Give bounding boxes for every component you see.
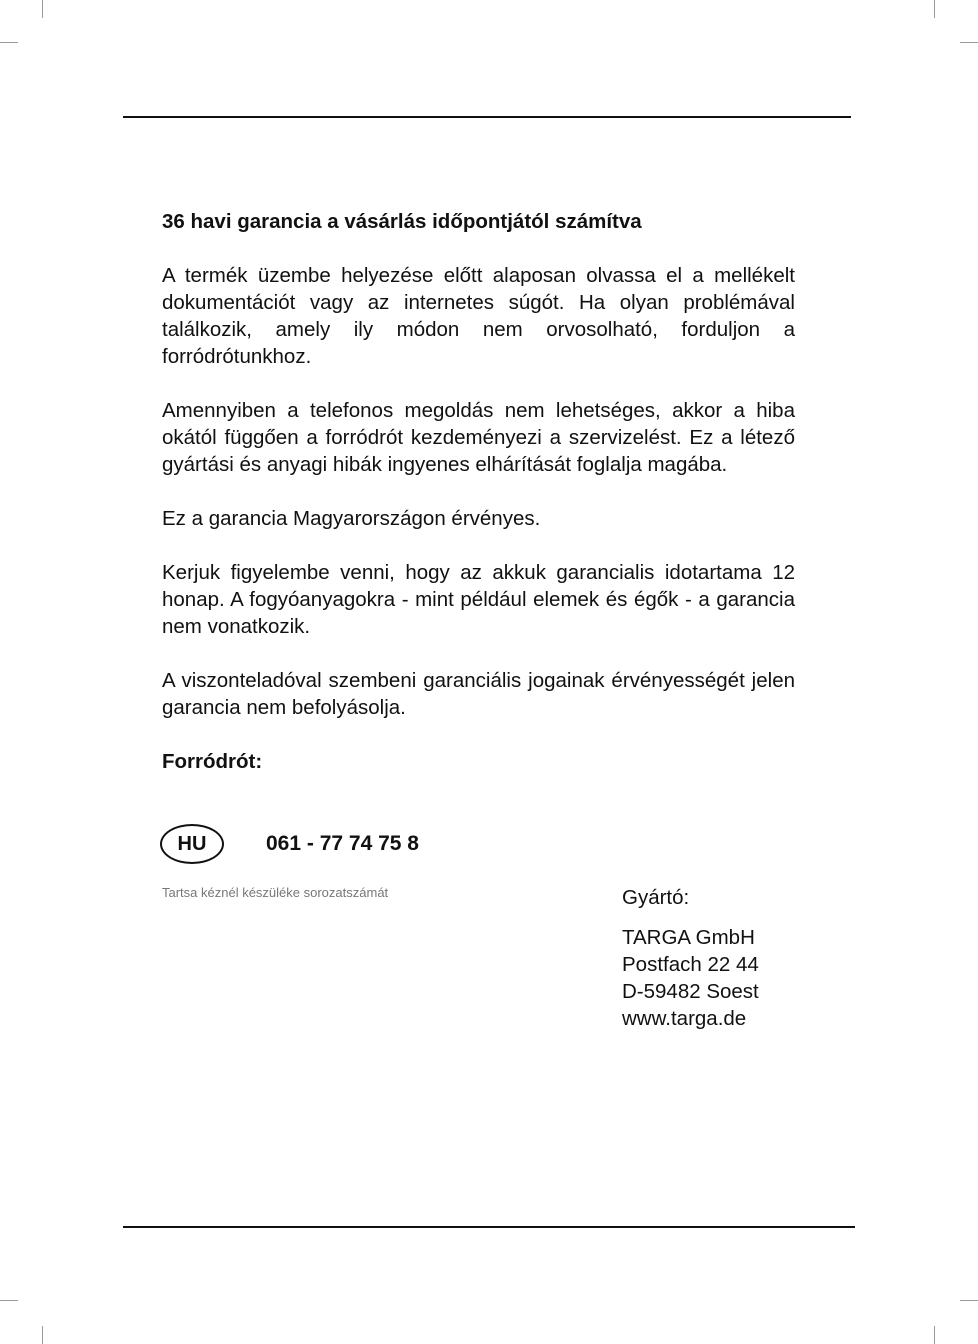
footer-rule [123,1226,855,1228]
manufacturer-website: www.targa.de [622,1007,747,1030]
hotline-row [160,822,419,866]
header-rule [123,116,851,118]
hotline-phone-number: 061 - 77 74 75 8 [266,832,419,855]
manufacturer-name: TARGA GmbH [622,926,755,949]
crop-mark-top-left [0,42,18,43]
warranty-content [162,208,795,775]
manufacturer-postbox: Postfach 22 44 [622,953,759,976]
paragraph-battery: Kerjuk figyelembe venni, hogy az akkuk garancialis idotartama 12 honap. A fogyóanyagokra - mint például elemek és égők - a garancia nem vonatkozik. [162,561,795,638]
paragraph-intro: A termék üzembe helyezése előtt alaposan olvassa el a mellékelt dokumentációt vagy az internetes súgót. Ha olyan problémával találkozik, amely ily módon nem orvosolható, forduljon a forródrótunkhoz. [162,264,795,368]
paragraph-reseller: A viszonteladóval szembeni garanciális jogainak érvényességét jelen garancia nem befolyásolja. [162,669,795,719]
crop-mark-bottom-right [960,1300,978,1301]
crop-mark-top-right [960,42,978,43]
crop-mark-top-right [934,0,935,18]
paragraph-service: Amennyiben a telefonos megoldás nem lehetséges, akkor a hiba okától függően a forródrót kezdeményezi a szervizelést. Ez a létező gyártási és anyagi hibák ingyenes elhárítását foglalja magába. [162,399,795,476]
manufacturer-city: D-59482 Soest [622,980,759,1003]
paragraph-validity: Ez a garancia Magyarországon érvényes. [162,507,541,530]
serial-number-note: Tartsa kéznél készüléke sorozatszámát [162,885,389,900]
hotline-label: Forródrót: [162,750,263,773]
crop-mark-bottom-right [934,1326,935,1344]
crop-mark-bottom-left [42,1326,43,1344]
warranty-heading: 36 havi garancia a vásárlás időpontjától számítva [162,210,642,233]
country-code-badge: HU [160,824,224,864]
crop-mark-top-left [42,0,43,18]
manufacturer-label: Gyártó: [622,886,690,909]
crop-mark-bottom-left [0,1300,18,1301]
manufacturer-block [622,884,759,1032]
